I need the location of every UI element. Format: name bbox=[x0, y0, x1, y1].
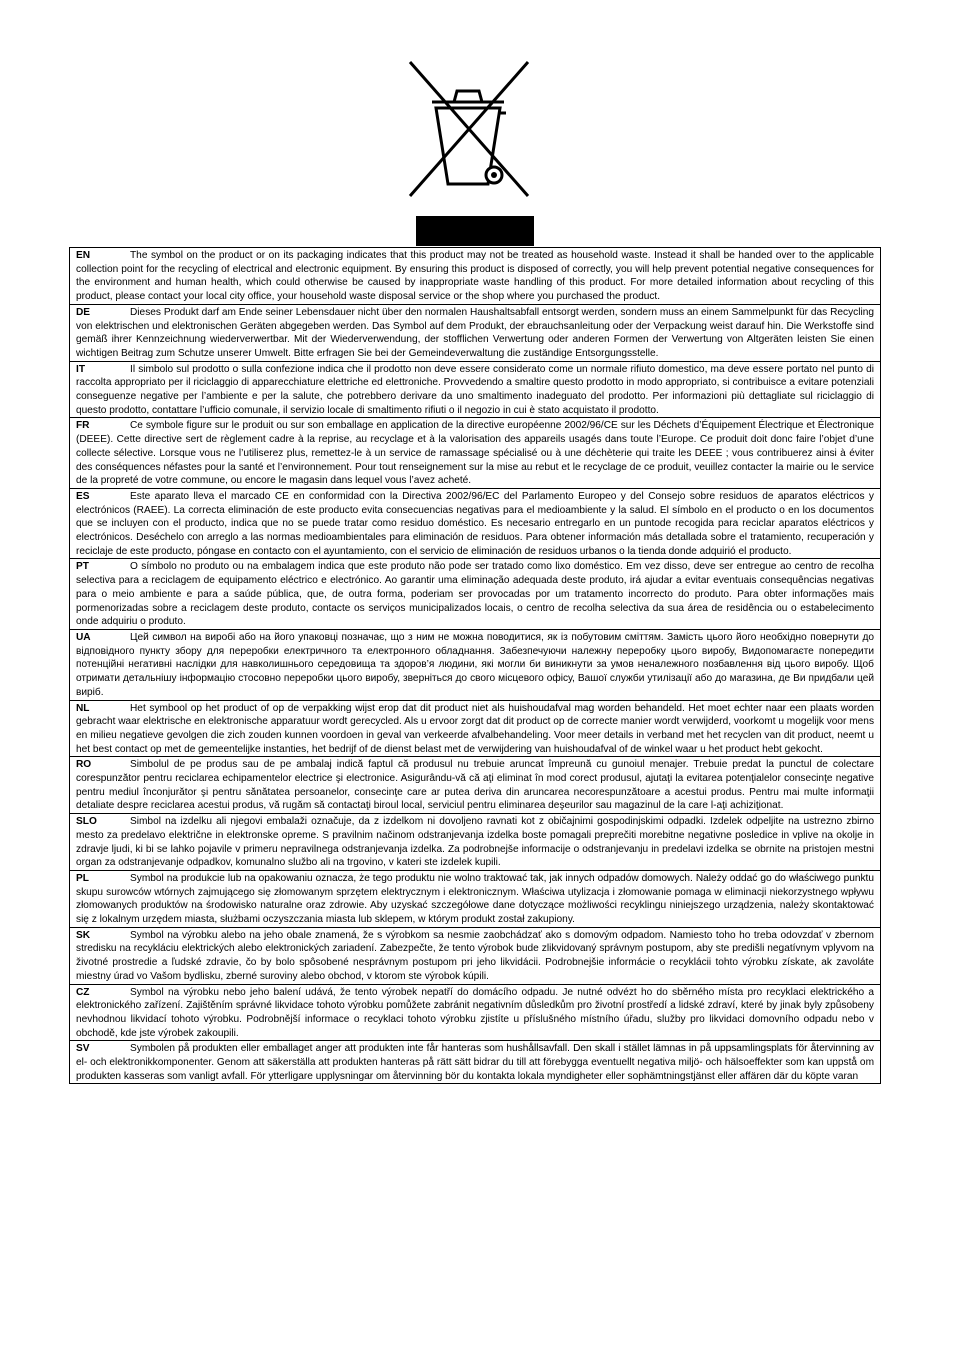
language-row-de bbox=[70, 304, 880, 361]
language-code: ES bbox=[76, 490, 90, 502]
language-row-ro bbox=[70, 756, 880, 813]
language-code: UA bbox=[76, 631, 91, 643]
language-text: Simbolul de pe produs sau de pe ambalaj indică faptul că produsul nu trebuie aruncat împreună cu gunoiul menajer. Trebuie predat la punctul de colectare corespunzător pentru reciclarea echipamentelor electrice şi electronice. Asigurându-vă că aţi eliminat în mod corect produsul, ajutaţi la evitarea potenţialelor consecinţe negative pentru mediul înconjurător şi pentru sănătatea persoanelor, consecinţe care ar putea deriva din aruncarea necorespunzătoare a acestui produs. Pentru mai multe informaţii detaliate despre reciclarea acestui produs, vă rugăm să contactaţi biroul local, serviciul pentru eliminarea deşeurilor sau magazinul de la care l-aţi achiziţionat. bbox=[76, 759, 874, 812]
language-text: Symbolen på produkten eller emballaget anger att produkten inte får hanteras som hushållsavfall. Den skall i stället lämnas in på uppsamlingsplats för återvinning av el- och elektronikkomponenter. Genom att säkerställa att produkten hanteras på rätt sätt bidrar du till att förebygga eventuellt negativa miljö- och hälsoeffekter som kan uppstå om produkten kasseras som vanligt avfall. För ytterligare upplysningar om återvinning bör du kontakta lokala myndigheter eller sophämtningstjänst eller affären där du köpte varan bbox=[76, 1043, 874, 1082]
language-code: SLO bbox=[76, 816, 97, 828]
language-row-sk bbox=[70, 927, 880, 984]
language-text: Het symbool op het product of op de verpakking wijst erop dat dit product niet als huishoudafval mag worden behandeld. Het moet echter naar een plaats worden gebracht waar elektrische en elektronische apparatuur wordt gerecycled. Als u ervoor zorgt dat dit product op de correcte manier wordt verwijderd, voorkomt u mogelijk voor mens en milieu negatieve gevolgen die zich zouden kunnen voordoen in geval van verkeerde afvalbehandeling. Voor meer details in verband met het recyclen van dit product, neemt u het best contact op met de gemeentelijke instanties, het bedrijf of de dienst belast met de verwijdering van huishoudafval of de winkel waar u het product hebt gekocht. bbox=[76, 702, 875, 755]
language-text: Dieses Produkt darf am Ende seiner Lebensdauer nicht über den normalen Haushaltsabfall entsorgt werden, sondern muss an einem Sammelpunkt für das Recycling von elektrischen und elektronischen Geräten abgegeben werden. Das Symbol auf dem Produkt, der ebrauchsanleitung oder der Verpackung weist darauf hin. Die Werkstoffe sind gemäß ihrer Kennzeichnung wiederverwertbar. Mit der Wiederverwendung, der stofflichen Verwertung oder anderen Formen der Verwertung von Altgeräten leisten Sie einen wichtigen Beitrag zum Schutze unserer Umwelt. Bitte erfragen Sie bei der Gemeindeverwaltung die zuständige Entsorgungsstelle. bbox=[76, 306, 874, 359]
language-row-slo bbox=[70, 813, 880, 870]
language-row-it bbox=[70, 361, 880, 418]
language-text: Symbol na výrobku nebo jeho balení udává, že tento výrobek nepatří do domácího odpadu. Je nutné odvézt ho do sběrného místa pro recyklaci elektrického a elektronického zařízení. Zajištěním správné likvidace tohoto výrobku pomůžete zabránit negativním důsledkům pro životní prostředí a lidské zdraví, které by jinak byly způsobeny nevhodnou likvidací tohoto výrobku. Podrobnější informace o recyklaci tohoto výrobku zjistíte u příslušného místního úřadu, služby pro likvidaci domovního odpadu nebo v obchodě, kde jste výrobek zakoupili. bbox=[76, 986, 874, 1039]
language-code: RO bbox=[76, 759, 92, 771]
crossed-out-wheelie-bin-icon bbox=[404, 58, 534, 248]
language-code: SK bbox=[76, 929, 91, 941]
language-row-cz bbox=[70, 984, 880, 1041]
language-text: Symbol na produkcie lub na opakowaniu oznacza, że tego produktu nie wolno traktować tak, jak innych odpadów domowych. Należy oddać go do właściwego punktu skupu surowców wtórnych zajmującego się złomowanym sprzętem elektrycznym i elektronicznym. Właściwa utylizacja i złomowanie pomaga w eliminacji niekorzystnego wpływu złomowanych produktów na środowisko naturalne oraz zdrowie. Aby uzyskać szczegółowe dane dotyczące możliwości recyklingu niniejszego urządzenia, należy skontaktować się z lokalnym urzędem miasta, służbami oczyszczania miasta lub sklepem, w którym produkt został zakupiony. bbox=[76, 872, 874, 926]
language-row-ua bbox=[70, 629, 880, 700]
language-row-es bbox=[70, 488, 880, 559]
language-text: Цей символ на виробі або на його упаковці позначає, що з ним не можна поводитися, як із побутовим сміттям. Замість цього його необхідно повернути до відповідного пункту збору для переробки електричного та електронного обладнання. Забезпечуючи належну переробку цього виробу, Видопомагаєте попередити потенційні негативні наслідки для навколишнього середовища та здоров’я людини, які могли би виникнути за умов неналежного позбавлення від цього виробу. Щоб отримати детальнішу інформацію стосовно переробки цього виробу, зверніться до свого місцевого офісу, Вашої служби утилізації або до магазина, де Ви придбали цей виріб. bbox=[76, 631, 874, 698]
language-row-pl bbox=[70, 870, 880, 927]
language-code: SV bbox=[76, 1043, 90, 1055]
language-row-nl bbox=[70, 700, 880, 757]
weee-symbol bbox=[404, 58, 534, 248]
language-row-en bbox=[70, 248, 880, 304]
language-code: DE bbox=[76, 306, 91, 318]
language-text: Este aparato lleva el marcado CE en conformidad con la Directiva 2002/96/EC del Parlamento Europeo y del Consejo sobre residuos de aparatos eléctricos y electrónicos (RAEE). La correcta eliminación de este producto evita consecuencias negativas para el medioambiente y la salud. El símbolo en el producto o en los documentos que se incluyen con el producto, indica que no se puede tratar como residuo doméstico. Es necesario entregarlo en un puntode recogida para reciclar aparatos eléctricos y electrónicos. Deséchelo con arreglo a las normas medioambientales para eliminación de residuos. Para obtener información más detallada sobre el tratamiento, recuperación y reciclaje de este producto, póngase en contacto con el ayuntamiento, con el servicio de eliminación de residuos urbanos o la tienda donde adquirió el producto. bbox=[76, 490, 874, 557]
language-text: Symbol na výrobku alebo na jeho obale znamená, že s výrobkom sa nesmie zaobchádzať ako s domovým odpadom. Namiesto toho ho treba odovzdať v zbernom stredisku na recykláciu elektrických alebo elektronických zariadení. Zabezpečte, že tento výrobok bude zlikvidovaný správnym postupom, aby ste predišli negatívnym vplyvom na životné prostredie a ľudské zdravie, čo by bolo spôsobené nesprávnym postupom pri jeho likvidácii. Podrobnejšie informácie o recyklácii tohto výrobku získate, ak zavoláte miestny úrad vo Vašom bydlisku, zberné suroviny alebo obchod, v ktorom ste výrobok kúpili. bbox=[76, 929, 874, 982]
language-text: The symbol on the product or on its packaging indicates that this product may not be treated as household waste. Instead it shall be handed over to the applicable collection point for the recycling of electrical and electronic equipment. By ensuring this product is disposed of correctly, you will help prevent potential negative consequences for the environment and human health, which could otherwise be caused by inappropriate waste handling of this product. For more detailed information about recycling of this product, please contact your local city office, your household waste disposal service or the shop where you purchased the product. bbox=[76, 250, 874, 303]
language-text: O símbolo no produto ou na embalagem indica que este produto não pode ser tratado como lixo doméstico. Em vez disso, deve ser entregue ao centro de recolha selectiva para a reciclagem de equipamento eléctrico e electrónico. Ao garantir uma eliminação adequada deste produto, irá ajudar a evitar eventuais consequências negativas para o meio ambiente e para a saúde pública, que, de outra forma, poderiam ser provocadas por um tratamento incorrecto do produto. Para obter informações mais pormenorizadas sobre a reciclagem deste produto, contacte os serviços municipalizados locais, o centro de recolha selectiva da sua área de residência ou o estabelecimento onde adquiriu o produto. bbox=[76, 561, 874, 628]
language-text: Simbol na izdelku ali njegovi embalaži označuje, da z izdelkom ni dovoljeno ravnati kot z običajnimi gospodinjskimi odpadki. Izdelek odpeljite na ustrezno zbirno mesto za predelavo električne in elektronske opreme. S pravilnim načinom odstranjevanja izdelka boste pomagali preprečiti morebitne negativne posledice in vplive na okolje in zdravje ljudi, ki bi se lahko pojavile v primeru nepravilnega odstranjevanja izdelka. Za podrobnejše informacije o odstranjevanju in predelavi izdelka se obrnite na pristojen mestni organ za odstranjevanje odpadkov, komunalno službo ali na trgovino, v kateri ste izdelek kupili. bbox=[76, 816, 874, 869]
language-row-sv bbox=[70, 1040, 880, 1083]
language-row-pt bbox=[70, 558, 880, 629]
language-code: CZ bbox=[76, 986, 90, 998]
language-code: PL bbox=[76, 872, 89, 884]
weee-black-bar bbox=[416, 216, 534, 246]
language-text: Ce symbole figure sur le produit ou sur son emballage en application de la directive européenne 2002/96/CE sur les Déchets d’Équipement Électrique et Électronique (DEEE). Cette directive sert de règlement cadre à la reprise, au recyclage et à la valorisation des appareils usagés dans toute l’Europe. Ce produit doit donc faire l’objet d’une collecte sélective. Lorsque vous ne l’utiliserez plus, remettez-le à un service de ramassage spécialisé ou à une déchèterie qui traite les DEEE ; vous contribuerez ainsi à éviter des conséquences néfastes pour la santé et l’environnement. Pour tout renseignement sur la mise au rebut et le recyclage de ce produit, veuillez contacter la mairie ou le service de la propreté de votre commune, ou encore le magasin dans lequel vous l’avez acheté. bbox=[76, 420, 874, 487]
language-text: Il simbolo sul prodotto o sulla confezione indica che il prodotto non deve essere considerato come un normale rifiuto domestico, ma deve essere portato nel punto di raccolta appropriato per il riciclaggio di apparecchiature elettriche ed elettroniche. Provvedendo a smaltire questo prodotto in modo appropriato, si contribuisce a evitare potenziali conseguenze negative per l’ambiente e per la salute, che potrebbero derivare da uno smaltimento inadeguato del prodotto. Per informazioni più dettagliate sul riciclaggio di questo prodotto, contattare l’ufficio comunale, il servizio locale di smaltimento rifiuti o il negozio in cui è stato acquistato il prodotto. bbox=[76, 363, 874, 416]
language-row-fr bbox=[70, 417, 880, 488]
disposal-notice-table bbox=[69, 247, 881, 1084]
language-code: PT bbox=[76, 561, 89, 573]
language-code: FR bbox=[76, 420, 90, 432]
language-code: EN bbox=[76, 250, 91, 261]
language-code: NL bbox=[76, 702, 90, 714]
language-code: IT bbox=[76, 363, 85, 375]
